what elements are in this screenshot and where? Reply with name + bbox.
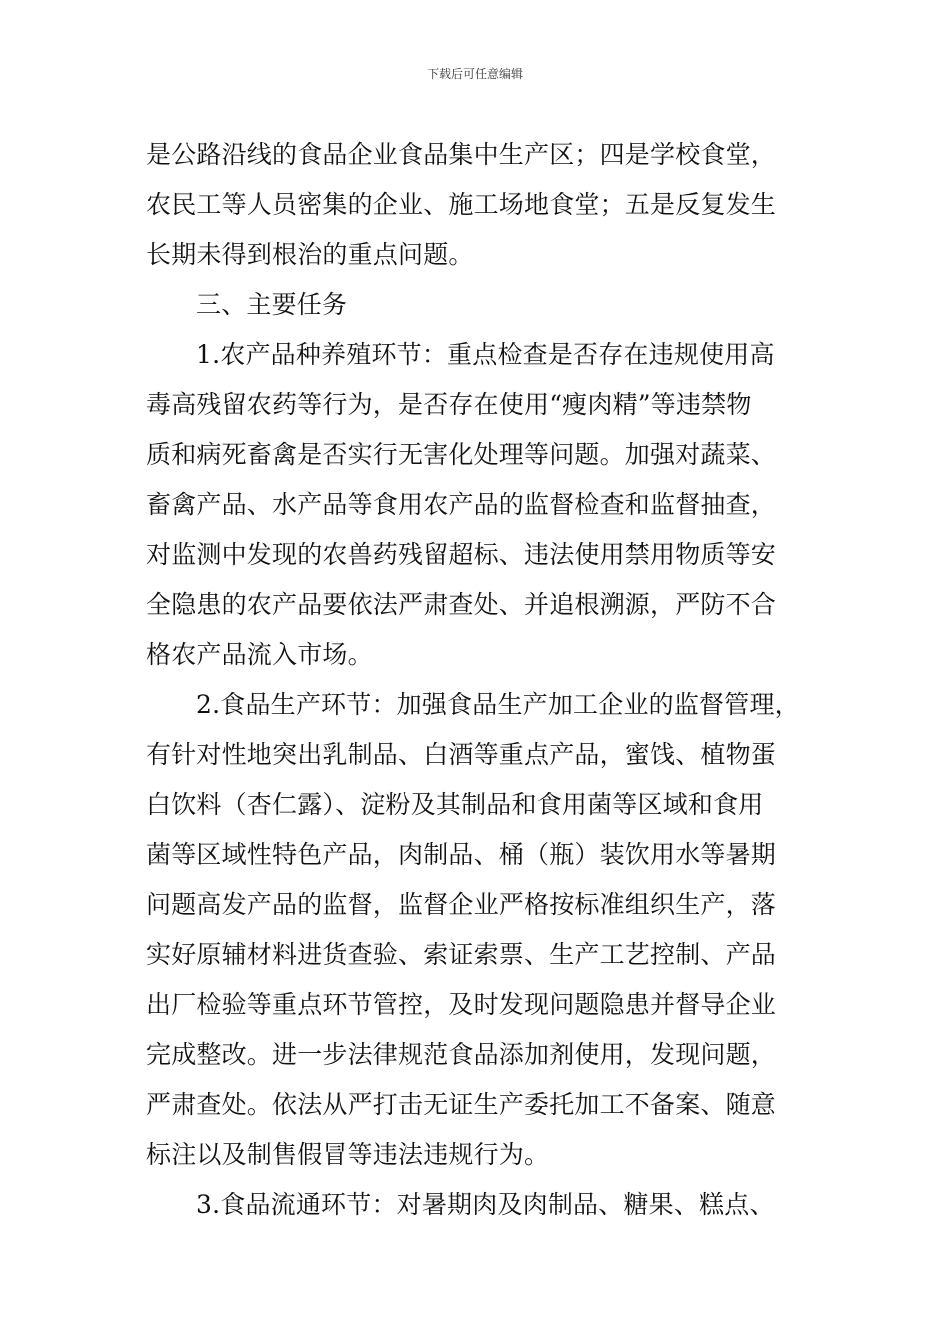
text-line: 严肃查处。依法从严打击无证生产委托加工不备案、随意: [146, 1090, 777, 1119]
text-line: 全隐患的农产品要依法严肃查处、并追根溯源，严防不合: [146, 590, 777, 619]
text-line: 出厂检验等重点环节管控，及时发现问题隐患并督导企业: [146, 990, 777, 1019]
text-line: 白饮料（杏仁露）、淀粉及其制品和食用菌等区域和食用: [146, 790, 764, 819]
text-line: 农民工等人员密集的企业、施工场地食堂；五是反复发生: [146, 190, 777, 219]
text-line: 实好原辅材料进货查验、索证索票、生产工艺控制、产品: [146, 940, 777, 969]
text-line: 质和病死畜禽是否实行无害化处理等问题。加强对蔬菜、: [146, 440, 777, 469]
text-line: 畜禽产品、水产品等食用农产品的监督检查和监督抽查，: [146, 490, 777, 519]
text-line: 2.食品生产环节：加强食品生产加工企业的监督管理，: [196, 690, 800, 719]
text-line: 是公路沿线的食品企业食品集中生产区；四是学校食堂，: [146, 140, 777, 169]
document-body: [146, 130, 826, 1230]
text-line: 1.农产品种养殖环节：重点检查是否存在违规使用高: [196, 340, 775, 369]
text-line: 长期未得到根治的重点问题。: [146, 240, 474, 269]
text-line: 完成整改。进一步法律规范食品添加剂使用，发现问题，: [146, 1040, 777, 1069]
text-line: 三、主要任务: [196, 290, 348, 319]
text-line: 菌等区域性特色产品，肉制品、桶（瓶）装饮用水等暑期: [146, 840, 777, 869]
text-line: 问题高发产品的监督，监督企业严格按标准组织生产，落: [146, 890, 777, 919]
text-line: 标注以及制售假冒等违法违规行为。: [146, 1140, 550, 1169]
text-line: 有针对性地突出乳制品、白酒等重点产品，蜜饯、植物蛋: [146, 740, 777, 769]
text-line: 对监测中发现的农兽药残留超标、违法使用禁用物质等安: [146, 540, 777, 569]
text-line: 格农产品流入市场。: [146, 640, 373, 669]
page-header: 下载后可任意编辑: [426, 67, 523, 81]
text-line: 3.食品流通环节：对暑期肉及肉制品、糖果、糕点、: [196, 1190, 775, 1219]
text-line: 毒高残留农药等行为，是否存在使用“瘦肉精”等违禁物: [146, 390, 752, 419]
